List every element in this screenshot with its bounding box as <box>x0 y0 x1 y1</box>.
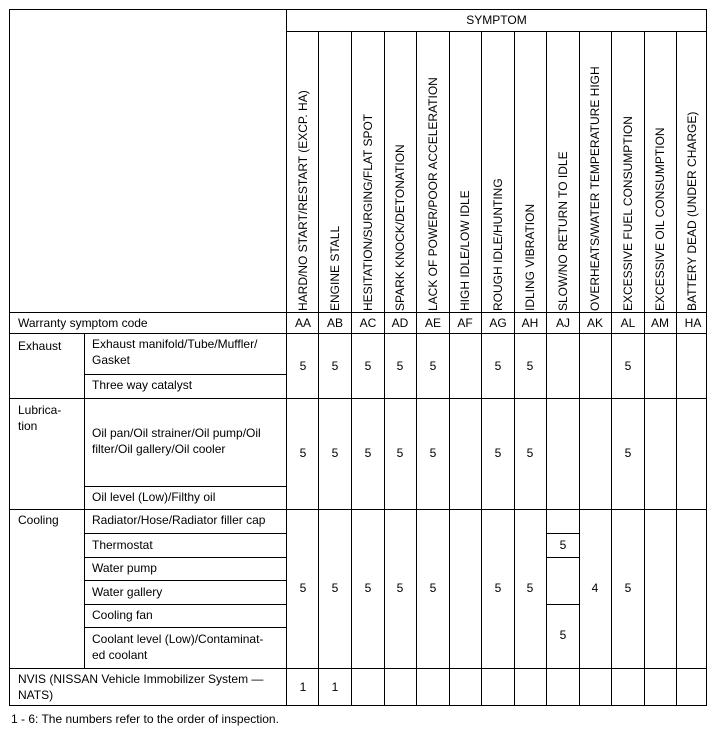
group-name-exhaust: Exhaust <box>18 339 62 353</box>
symptom-name-ad: SPARK KNOCK/DETONATION <box>393 144 407 311</box>
group-name-nvis-l1: NVIS (NISSAN Vehicle Immobilizer System — <box>18 672 264 686</box>
value-nvis-aa: 1 <box>299 680 307 694</box>
part-three-way-catalyst: Three way catalyst <box>92 378 193 392</box>
value-exhaust-ac: 5 <box>364 359 372 373</box>
code-aj: AJ <box>555 316 570 330</box>
part-oil-level: Oil level (Low)/Filthy oil <box>92 490 216 504</box>
symptom-name-af: HIGH IDLE/LOW IDLE <box>458 190 472 311</box>
code-ad: AD <box>391 316 409 330</box>
symptom-name-ag: ROUGH IDLE/HUNTING <box>491 178 505 311</box>
code-ha: HA <box>684 316 702 330</box>
part-cooling-fan: Cooling fan <box>92 608 153 622</box>
part-exhaust-manifold-l1: Exhaust manifold/Tube/Muffler/ <box>92 337 258 351</box>
part-water-pump: Water pump <box>92 561 157 575</box>
symptom-header: SYMPTOM <box>466 13 527 27</box>
part-water-gallery: Water gallery <box>92 585 163 599</box>
value-cooling-ag: 5 <box>494 581 502 595</box>
code-ae: AE <box>424 316 441 330</box>
value-lubrication-ab: 5 <box>331 446 339 460</box>
value-exhaust-ah: 5 <box>526 359 534 373</box>
part-exhaust-manifold-l2: Gasket <box>92 353 131 367</box>
symptom-name-ak: OVERHEATS/WATER TEMPERATURE HIGH <box>588 66 602 311</box>
code-ac: AC <box>359 316 377 330</box>
symptom-name-aa: HARD/NO START/RESTART (EXCP. HA) <box>296 90 310 311</box>
part-radiator: Radiator/Hose/Radiator filler cap <box>92 513 266 527</box>
code-al: AL <box>620 316 636 330</box>
symptom-name-am: EXCESSIVE OIL CONSUMPTION <box>653 127 667 311</box>
code-am: AM <box>651 316 669 330</box>
value-cooling-aj-coolant: 5 <box>559 628 567 642</box>
value-cooling-ak: 4 <box>591 581 599 595</box>
code-ag: AG <box>489 316 507 330</box>
footnote: 1 - 6: The numbers refer to the order of inspection. <box>11 712 279 726</box>
symptom-name-ab: ENGINE STALL <box>328 225 342 311</box>
value-lubrication-aa: 5 <box>299 446 307 460</box>
code-ah: AH <box>521 316 539 330</box>
value-cooling-ab: 5 <box>331 581 339 595</box>
value-cooling-ah: 5 <box>526 581 534 595</box>
value-cooling-ad: 5 <box>396 581 404 595</box>
value-cooling-aa: 5 <box>299 581 307 595</box>
value-exhaust-aa: 5 <box>299 359 307 373</box>
symptom-name-al: EXCESSIVE FUEL CONSUMPTION <box>621 116 635 311</box>
part-coolant-level-l1: Coolant level (Low)/Contaminat- <box>92 632 264 646</box>
symptom-name-aj: SLOW/NO RETURN TO IDLE <box>556 151 570 311</box>
group-name-lubrication-l1: Lubrica- <box>18 403 62 417</box>
part-oil-pan-l1: Oil pan/Oil strainer/Oil pump/Oil <box>92 426 261 440</box>
value-lubrication-ac: 5 <box>364 446 372 460</box>
symptom-name-ah: IDLING VIBRATION <box>523 203 537 311</box>
symptom-name-ac: HESITATION/SURGING/FLAT SPOT <box>361 113 375 311</box>
part-coolant-level-l2: ed coolant <box>92 648 148 662</box>
value-lubrication-al: 5 <box>624 446 632 460</box>
value-lubrication-ad: 5 <box>396 446 404 460</box>
group-name-lubrication-l2: tion <box>18 419 38 433</box>
value-exhaust-ae: 5 <box>429 359 437 373</box>
value-exhaust-ab: 5 <box>331 359 339 373</box>
group-name-nvis-l2: NATS) <box>18 688 54 702</box>
group-name-cooling: Cooling <box>18 513 59 527</box>
value-exhaust-ag: 5 <box>494 359 502 373</box>
part-oil-pan-l2: filter/Oil gallery/Oil cooler <box>92 442 226 456</box>
value-cooling-ac: 5 <box>364 581 372 595</box>
code-ab: AB <box>326 316 343 330</box>
value-exhaust-ad: 5 <box>396 359 404 373</box>
code-aa: AA <box>294 316 311 330</box>
value-nvis-ab: 1 <box>331 680 339 694</box>
symptom-name-ha: BATTERY DEAD (UNDER CHARGE) <box>685 111 699 311</box>
value-lubrication-ah: 5 <box>526 446 534 460</box>
symptom-name-ae: LACK OF POWER/POOR ACCELERATION <box>426 77 440 311</box>
value-exhaust-al: 5 <box>624 359 632 373</box>
value-lubrication-ag: 5 <box>494 446 502 460</box>
code-ak: AK <box>586 316 603 330</box>
code-af: AF <box>457 316 473 330</box>
value-lubrication-ae: 5 <box>429 446 437 460</box>
warranty-label: Warranty symptom code <box>18 316 148 330</box>
value-cooling-ae: 5 <box>429 581 437 595</box>
value-cooling-al: 5 <box>624 581 632 595</box>
value-cooling-aj-thermostat: 5 <box>559 538 567 552</box>
part-thermostat: Thermostat <box>92 538 153 552</box>
